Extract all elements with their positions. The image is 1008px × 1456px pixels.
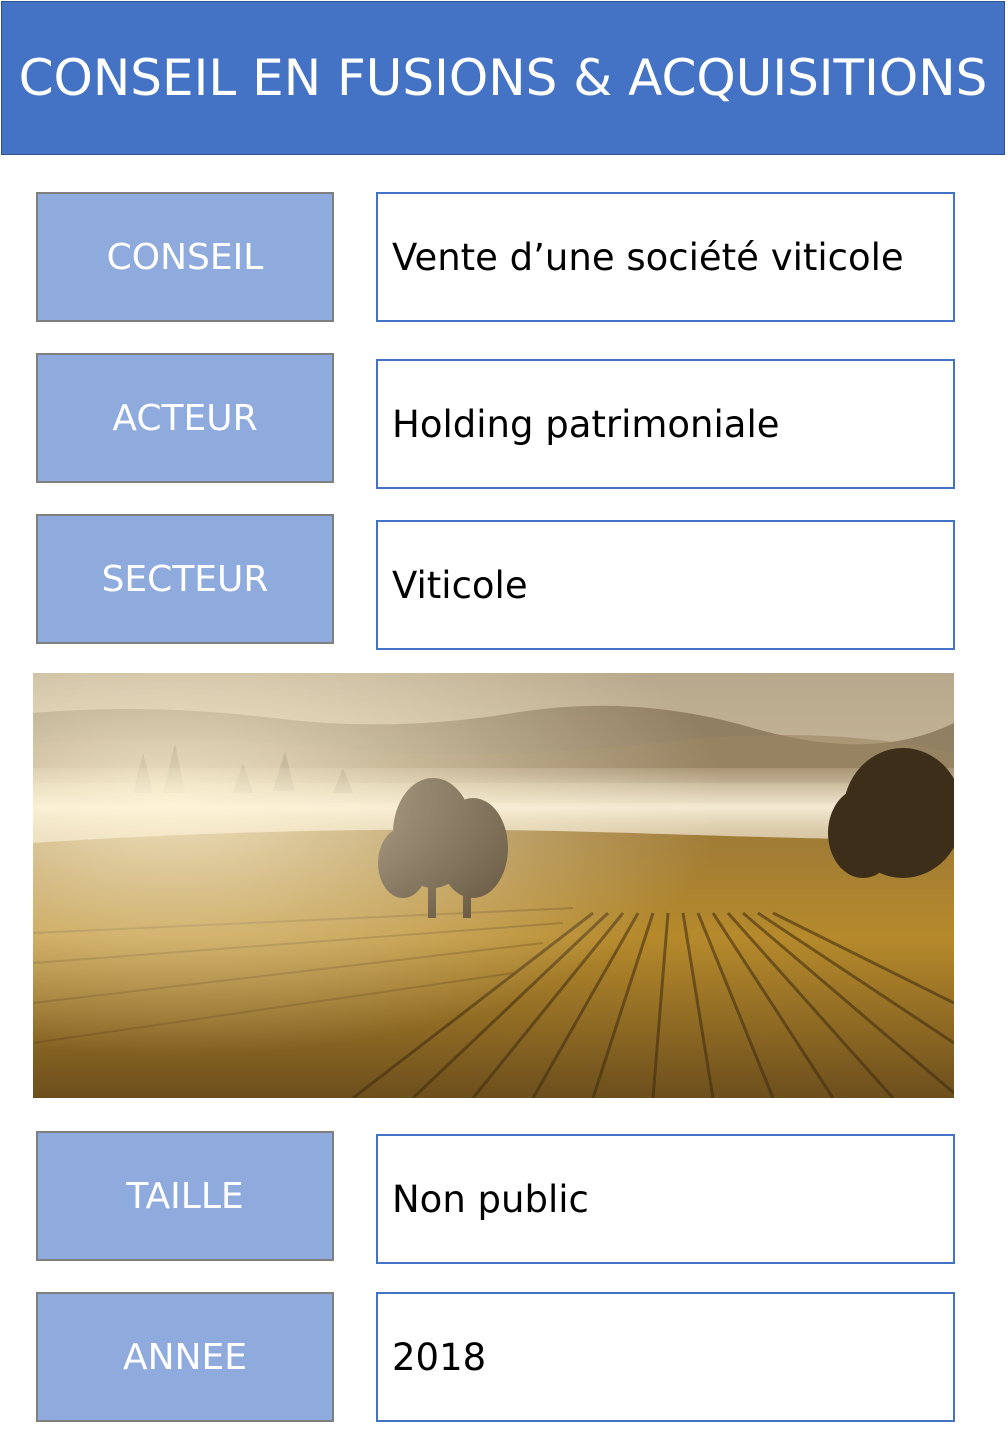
value-conseil: [376, 192, 955, 322]
label-secteur-text: SECTEUR: [101, 558, 269, 600]
value-acteur: [376, 359, 955, 489]
value-annee-text: 2018: [392, 1335, 487, 1379]
page-header: [1, 1, 1005, 155]
label-taille-text: TAILLE: [126, 1175, 244, 1217]
value-acteur-text: Holding patrimoniale: [392, 402, 780, 446]
label-acteur-text: ACTEUR: [112, 397, 258, 439]
label-acteur: [36, 353, 334, 483]
value-taille-text: Non public: [392, 1177, 589, 1221]
label-taille: [36, 1131, 334, 1261]
label-annee-text: ANNEE: [123, 1336, 247, 1378]
value-annee: [376, 1292, 955, 1422]
page-title: CONSEIL EN FUSIONS & ACQUISITIONS: [18, 49, 988, 107]
label-conseil: [36, 192, 334, 322]
value-taille: [376, 1134, 955, 1264]
vineyard-photo: [33, 673, 954, 1098]
label-conseil-text: CONSEIL: [106, 236, 264, 278]
label-secteur: [36, 514, 334, 644]
value-secteur-text: Viticole: [392, 563, 528, 607]
label-annee: [36, 1292, 334, 1422]
value-conseil-text: Vente d’une société viticole: [392, 235, 904, 279]
value-secteur: [376, 520, 955, 650]
